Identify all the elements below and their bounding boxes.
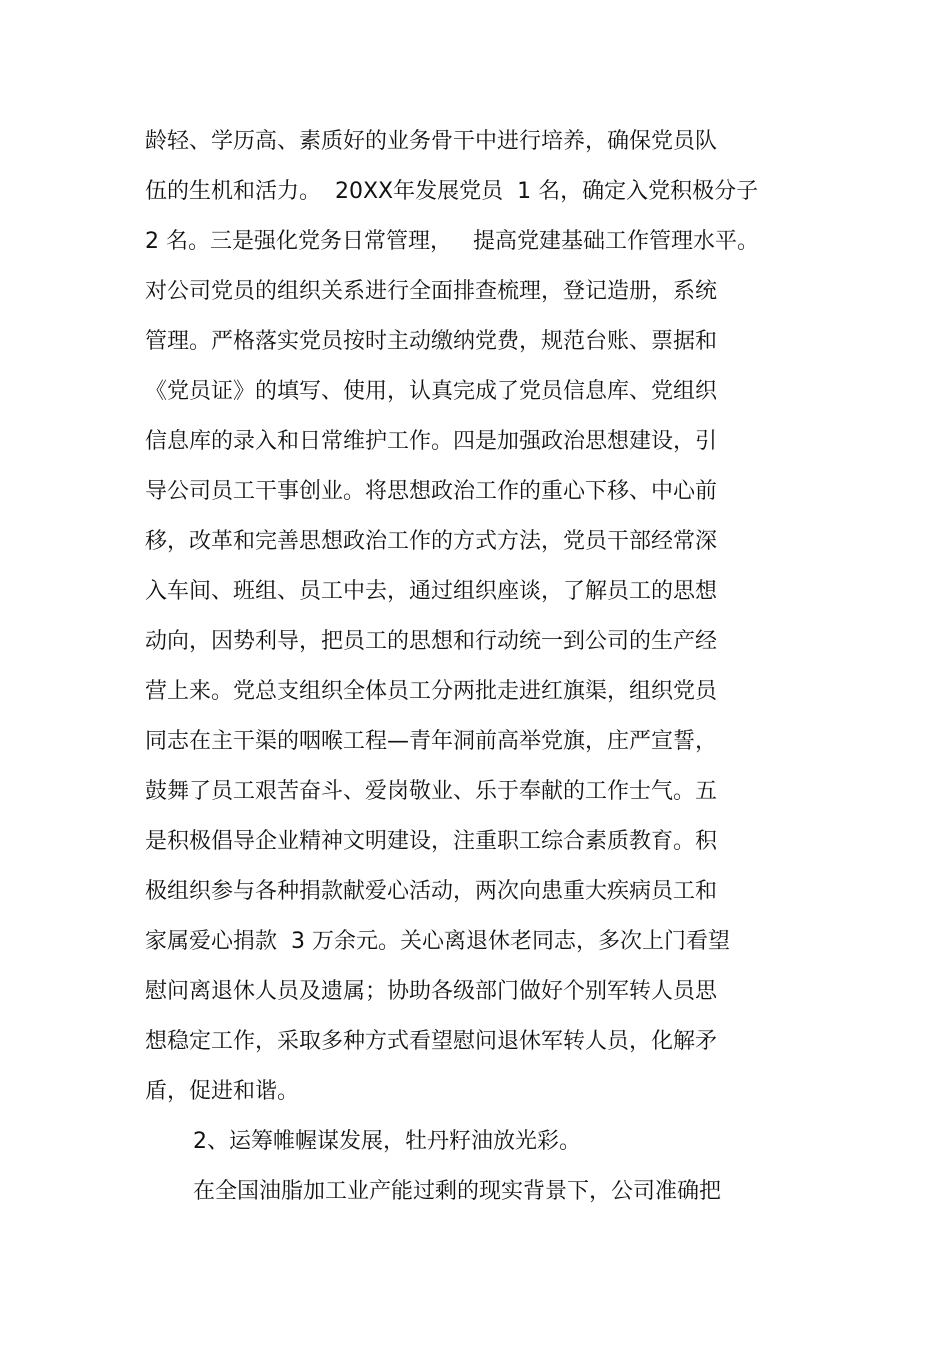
- text-line: 同志在主干渠的咽喉工程—青年洞前高举党旗，庄严宣誓，: [145, 729, 718, 754]
- text-line: 移，改革和完善思想政治工作的方式方法，党员干部经常深: [145, 529, 718, 554]
- text-line: 动向，因势利导，把员工的思想和行动统一到公司的生产经: [145, 629, 718, 654]
- text-line: 是积极倡导企业精神文明建设，注重职工综合素质教育。积: [145, 829, 718, 854]
- text-line: 《党员证》的填写、使用，认真完成了党员信息库、党组织: [145, 379, 718, 404]
- text-line: 入车间、班组、员工中去，通过组织座谈，了解员工的思想: [145, 579, 718, 604]
- text-line: 慰问离退休人员及遗属；协助各级部门做好个别军转人员思: [145, 979, 718, 1004]
- text-line: 伍的生机和活力。 20XX年发展党员 1 名，确定入党积极分子: [145, 179, 759, 204]
- text-line: 龄轻、学历高、素质好的业务骨干中进行培养，确保党员队: [145, 129, 718, 154]
- text-line: 盾，促进和谐。: [145, 1079, 300, 1104]
- text-line: 对公司党员的组织关系进行全面排查梳理，登记造册，系统: [145, 279, 718, 304]
- text-line: 鼓舞了员工艰苦奋斗、爱岗敬业、乐于奉献的工作士气。五: [145, 779, 718, 804]
- text-line: 导公司员工干事创业。将思想政治工作的重心下移、中心前: [145, 479, 718, 504]
- text-line: 想稳定工作，采取多种方式看望慰问退休军转人员，化解矛: [145, 1029, 718, 1054]
- text-line: 营上来。党总支组织全体员工分两批走进红旗渠，组织党员: [145, 679, 718, 704]
- text-line: 极组织参与各种捐款献爱心活动，两次向患重大疾病员工和: [145, 879, 718, 904]
- text-line: 家属爱心捐款 3 万余元。关心离退休老同志，多次上门看望: [145, 929, 730, 954]
- text-line: 管理。严格落实党员按时主动缴纳党费，规范台账、票据和: [145, 329, 718, 354]
- section-heading: 2、运筹帷幄谋发展，牡丹籽油放光彩。: [193, 1129, 581, 1154]
- text-line: 信息库的录入和日常维护工作。四是加强政治思想建设，引: [145, 429, 718, 454]
- text-line: 在全国油脂加工业产能过剩的现实背景下，公司准确把: [193, 1179, 722, 1204]
- text-line: 2 名。三是强化党务日常管理， 提高党建基础工作管理水平。: [145, 229, 759, 254]
